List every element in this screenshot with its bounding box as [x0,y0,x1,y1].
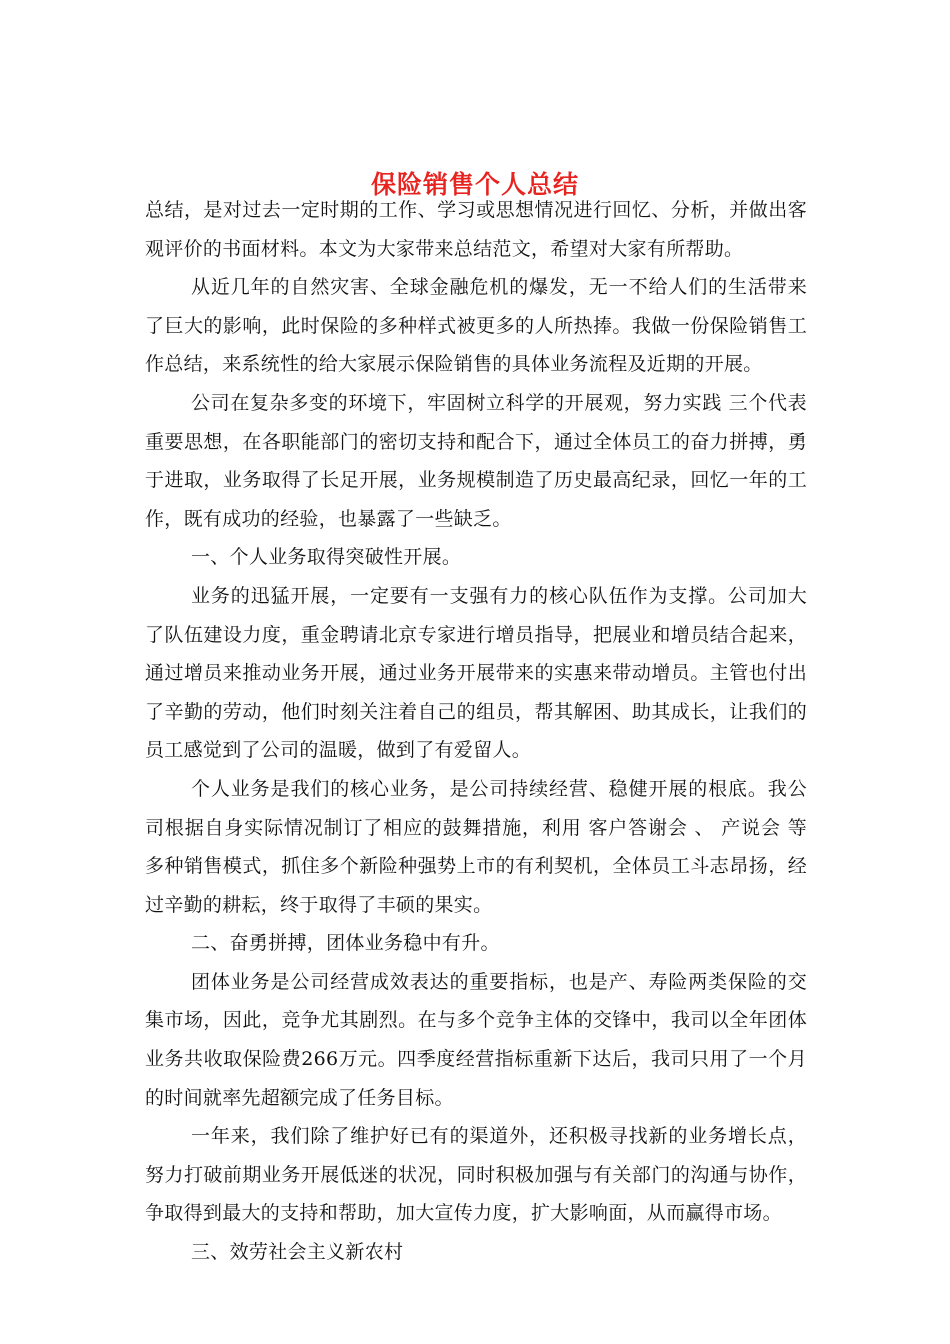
document-body [145,191,807,1272]
paragraph: 公司在复杂多变的环境下，牢固树立科学的开展观，努力实践 三个代表 重要思想，在各职能部门的密切支持和配合下，通过全体员工的奋力拼搏，勇于进取，业务取得了长足开展，业务规模制造了历史最高纪录，回忆一年的工作，既有成功的经验，也暴露了一些缺乏。 [145,391,807,530]
paragraph: 一年来，我们除了维护好已有的渠道外，还积极寻找新的业务增长点，努力打破前期业务开展低迷的状况，同时积极加强与有关部门的沟通与协作，争取得到最大的支持和帮助，加大宣传力度，扩大影响面，从而赢得市场。 [145,1125,807,1225]
paragraph-intro: 总结，是对过去一定时期的工作、学习或思想情况进行回忆、分析，并做出客观评价的书面材料。本文为大家带来总结范文，希望对大家有所帮助。 [145,199,807,260]
section-heading: 二、奋勇拼搏，团体业务稳中有升。 [191,932,500,955]
paragraph: 从近几年的自然灾害、全球金融危机的爆发，无一不给人们的生活带来了巨大的影响，此时保险的多种样式被更多的人所热捧。我做一份保险销售工作总结，来系统性的给大家展示保险销售的具体业务流程及近期的开展。 [145,276,807,376]
paragraph: 个人业务是我们的核心业务，是公司持续经营、稳健开展的根底。我公司根据自身实际情况制订了相应的鼓舞措施，利用 客户答谢会 、 产说会 等多种销售模式，抓住多个新险种强势上市的有利契机，全体员工斗志昂扬，经过辛勤的耕耘，终于取得了丰硕的果实。 [145,777,807,916]
paragraph: 业务的迅猛开展，一定要有一支强有力的核心队伍作为支撑。公司加大了队伍建设力度，重金聘请北京专家进行增员指导，把展业和增员结合起来，通过增员来推动业务开展，通过业务开展带来的实惠来带动增员。主管也付出了辛勤的劳动，他们时刻关注着自己的组员，帮其解困、助其成长，让我们的员工感觉到了公司的温暖，做到了有爱留人。 [145,584,807,762]
document-title: 保险销售个人总结 [370,169,579,199]
section-heading: 三、效劳社会主义新农村 [191,1241,404,1264]
paragraph: 团体业务是公司经营成效表达的重要指标，也是产、寿险两类保险的交集市场，因此，竞争尤其剧烈。在与多个竞争主体的交锋中，我司以全年团体业务共收取保险费266万元。四季度经营指标重新下达后，我司只用了一个月的时间就率先超额完成了任务目标。 [145,970,807,1109]
section-heading: 一、个人业务取得突破性开展。 [191,546,462,569]
